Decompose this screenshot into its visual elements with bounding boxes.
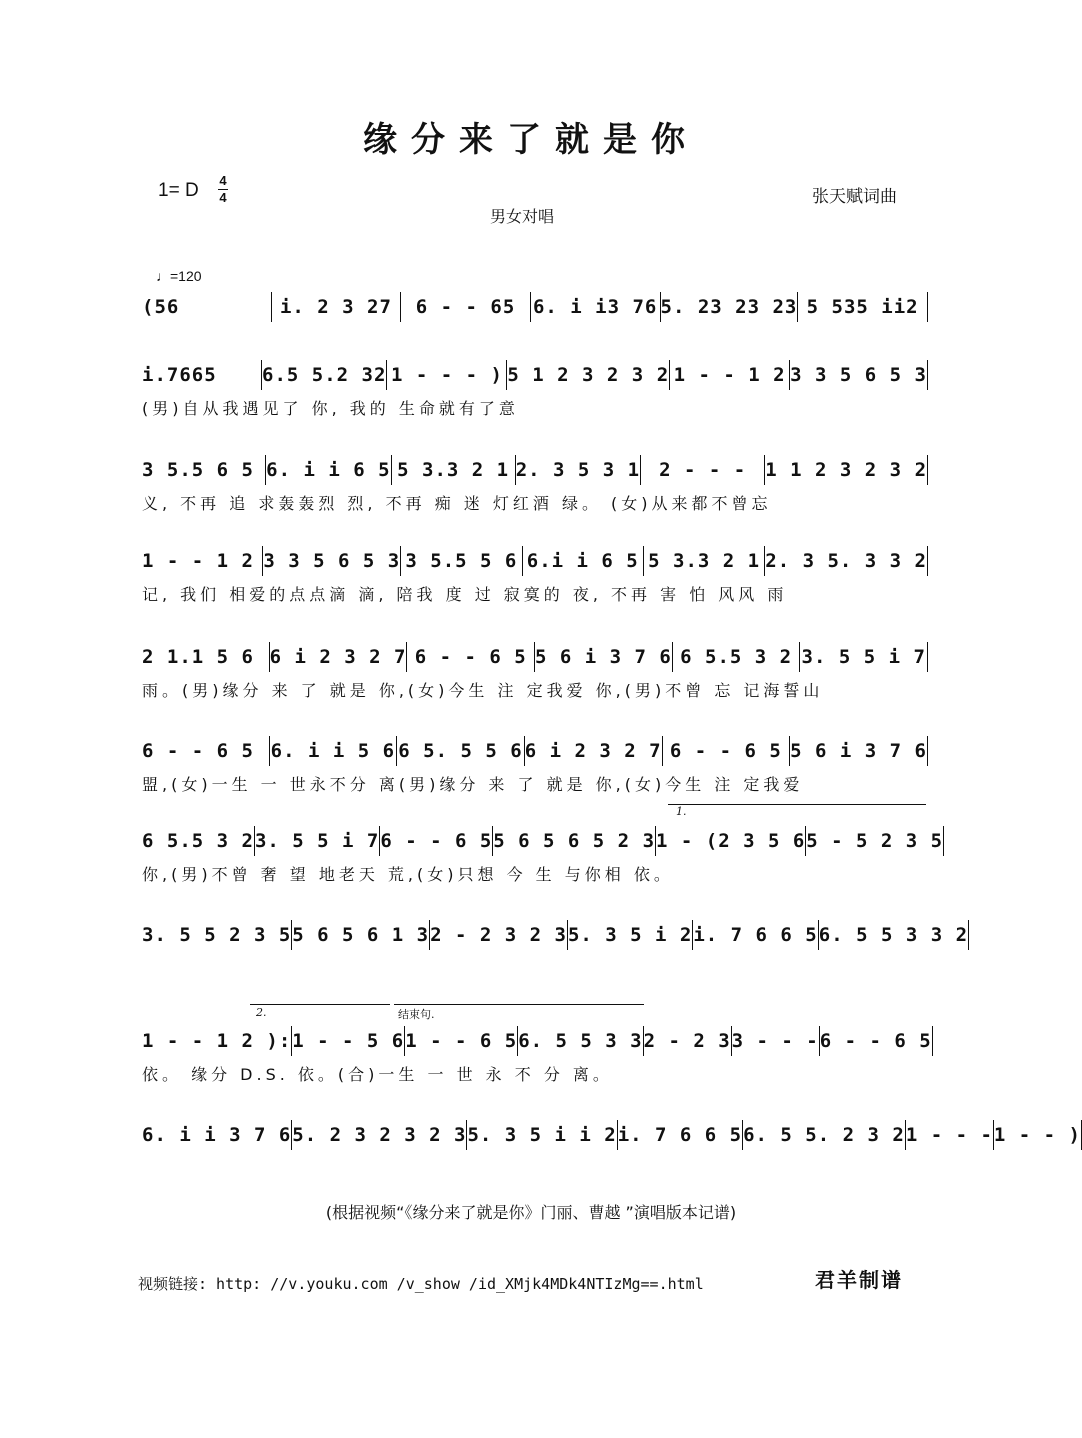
measure: i.7665 — [142, 360, 262, 390]
measure: 5 6 5 6 5 2 3 — [493, 826, 656, 856]
measure: 5 3.3 2 1 — [644, 546, 765, 576]
measure: 6. i i 3 7 6 — [142, 1120, 292, 1150]
measure: 1 - - 6 5 — [405, 1026, 518, 1056]
measure: 6 i 2 3 2 7 — [270, 642, 408, 672]
measure: 3 3 5 6 5 3 — [263, 546, 401, 576]
notes-line — [142, 736, 928, 766]
measure: 3 5.5 5 6 — [401, 546, 522, 576]
notes-line — [142, 292, 928, 322]
score-row — [142, 546, 934, 604]
time-signature-bottom: 4 — [219, 190, 227, 205]
measure: 1 - - - ) — [387, 360, 507, 390]
score-row — [142, 1120, 1081, 1160]
measure: 5. 2 3 2 3 2 3 — [292, 1120, 467, 1150]
ending-bracket-first — [668, 804, 926, 805]
measure: 5 - 5 2 3 5 — [806, 826, 944, 856]
notes-line — [142, 642, 928, 672]
measure: 6. 5 5. 2 3 2 — [743, 1120, 906, 1150]
lyric-line: (男)自从我遇见了 你, 我的 生命就有了意 — [142, 399, 519, 418]
notes-line — [142, 1026, 932, 1056]
measure: (56 — [142, 292, 272, 322]
measure: 6 5. 5 5 6 — [397, 736, 525, 766]
measure: 1 - - ) — [994, 1120, 1082, 1150]
measure: 3. 5 5 i 7 — [255, 826, 380, 856]
lyric-line: 雨。(男)缘分 来 了 就是 你,(女)今生 注 定我爱 你,(男)不曾 忘 记海誓山 — [142, 681, 824, 700]
measure: 1 - - - — [906, 1120, 994, 1150]
measure: 5 535 ii2 — [798, 292, 928, 322]
measure: 1 - - 5 6 — [292, 1026, 405, 1056]
measure: 6 - - 6 5 — [380, 826, 493, 856]
measure: 1 - - 1 2 — [670, 360, 790, 390]
measure: 3. 5 5 i 7 — [800, 642, 928, 672]
footnote: (根据视频“《缘分来了就是你》门丽、曹越 ”演唱版本记谱) — [325, 1203, 737, 1222]
ending-label-second: 2. — [256, 1006, 267, 1019]
measure: 6 - - 6 5 — [820, 1026, 933, 1056]
measure: 3. 5 5 2 3 5 — [142, 920, 292, 950]
measure: 6 - - 6 5 — [663, 736, 791, 766]
ending-bracket-final — [394, 1004, 644, 1005]
measure: 5. 23 23 23 — [661, 292, 799, 322]
score-row — [142, 920, 969, 960]
measure: 5 6 i 3 7 6 — [790, 736, 928, 766]
score-row — [142, 292, 934, 332]
measure: 6 - - 6 5 — [407, 642, 535, 672]
measure: 5 6 i 3 7 6 — [535, 642, 673, 672]
video-link[interactable]: 视频链接: http: //v.youku.com /v_show /id_XMjk4MDk4NTIzMg==.html — [138, 1275, 704, 1293]
measure: 2 - 2 3 — [644, 1026, 732, 1056]
score-row — [142, 455, 934, 513]
score-row — [142, 826, 944, 884]
measure: 1 1 2 3 2 3 2 — [765, 455, 928, 485]
measure: 6. i i 6 5 — [266, 455, 391, 485]
author-stamp: 君羊制谱 — [815, 1268, 903, 1292]
measure: 5. 3 5 i i 2 — [467, 1120, 617, 1150]
measure: 1 - - 1 2 ): — [142, 1026, 292, 1056]
measure: 2. 3 5 3 1 — [516, 455, 641, 485]
score-row — [142, 736, 934, 794]
measure: 5. 3 5 i 2 — [568, 920, 693, 950]
measure: 1 - - 1 2 — [142, 546, 263, 576]
tempo-marking: ♩=120 — [156, 268, 202, 284]
measure: 6 5.5 3 2 — [142, 826, 255, 856]
lyric-line: 盟,(女)一生 一 世永不分 离(男)缘分 来 了 就是 你,(女)今生 注 定我爱 — [142, 775, 804, 794]
score-row — [142, 360, 934, 418]
measure: 3 3 5 6 5 3 — [790, 360, 928, 390]
time-signature — [218, 174, 228, 205]
notes-line — [142, 826, 944, 856]
measure: 5 6 5 6 1 3 — [292, 920, 430, 950]
lyric-line: 依。 缘分 D.S. 依。(合)一生 一 世 永 不 分 离。 — [142, 1065, 613, 1084]
measure: 6. i i3 76 — [531, 292, 661, 322]
measure: 6 - - 6 5 — [142, 736, 270, 766]
notes-line — [142, 546, 928, 576]
notes-line — [142, 1120, 1081, 1150]
measure: 6. 5 5 3 3 — [518, 1026, 643, 1056]
measure: 2 - 2 3 2 3 — [430, 920, 568, 950]
lyric-line: 义, 不再 追 求轰轰烈 烈, 不再 痴 迷 灯红酒 绿。 (女)从来都不曾忘 — [142, 494, 772, 513]
measure: 6. 5 5 3 3 2 — [819, 920, 969, 950]
measure: 6 - - 65 — [401, 292, 531, 322]
time-signature-top: 4 — [219, 173, 227, 188]
measure: 3 5.5 6 5 — [142, 455, 266, 485]
score-row — [142, 642, 934, 700]
measure: 3 - - - — [732, 1026, 820, 1056]
ending-label-final: 结束句. — [398, 1008, 435, 1021]
measure: 6. i i 5 6 — [270, 736, 398, 766]
notes-line — [142, 920, 969, 950]
measure: 2. 3 5. 3 3 2 — [765, 546, 928, 576]
lyric-line: 你,(男)不曾 奢 望 地老天 荒,(女)只想 今 生 与你相 依。 — [142, 865, 674, 884]
ending-bracket-second — [250, 1004, 390, 1005]
measure: i. 7 6 6 5 — [693, 920, 818, 950]
score-row — [142, 1026, 934, 1084]
measure: 2 1.1 5 6 — [142, 642, 270, 672]
ending-label-first: 1. — [676, 805, 687, 818]
measure: i. 2 3 27 — [272, 292, 402, 322]
measure: 6.i i 6 5 — [523, 546, 644, 576]
measure: i. 7 6 6 5 — [618, 1120, 743, 1150]
measure: 6 i 2 3 2 7 — [525, 736, 663, 766]
measure: 5 1 2 3 2 3 2 — [507, 360, 670, 390]
notes-line — [142, 360, 928, 390]
lyric-line: 记, 我们 相爱的点点滴 滴, 陪我 度 过 寂寞的 夜, 不再 害 怕 风风 雨 — [142, 585, 788, 604]
measure: 6.5 5.2 32 — [262, 360, 387, 390]
measure: 1 - (2 3 5 6 — [656, 826, 806, 856]
composer: 张天赋词曲 — [812, 187, 897, 207]
measure: 6 5.5 3 2 — [673, 642, 801, 672]
measure: 5 3.3 2 1 — [392, 455, 516, 485]
measure: 2 - - - — [641, 455, 765, 485]
subtitle: 男女对唱 — [490, 207, 555, 226]
notes-line — [142, 455, 928, 485]
key-signature: 1= D — [158, 180, 199, 201]
song-title: 缘分来了就是你 — [363, 120, 699, 160]
